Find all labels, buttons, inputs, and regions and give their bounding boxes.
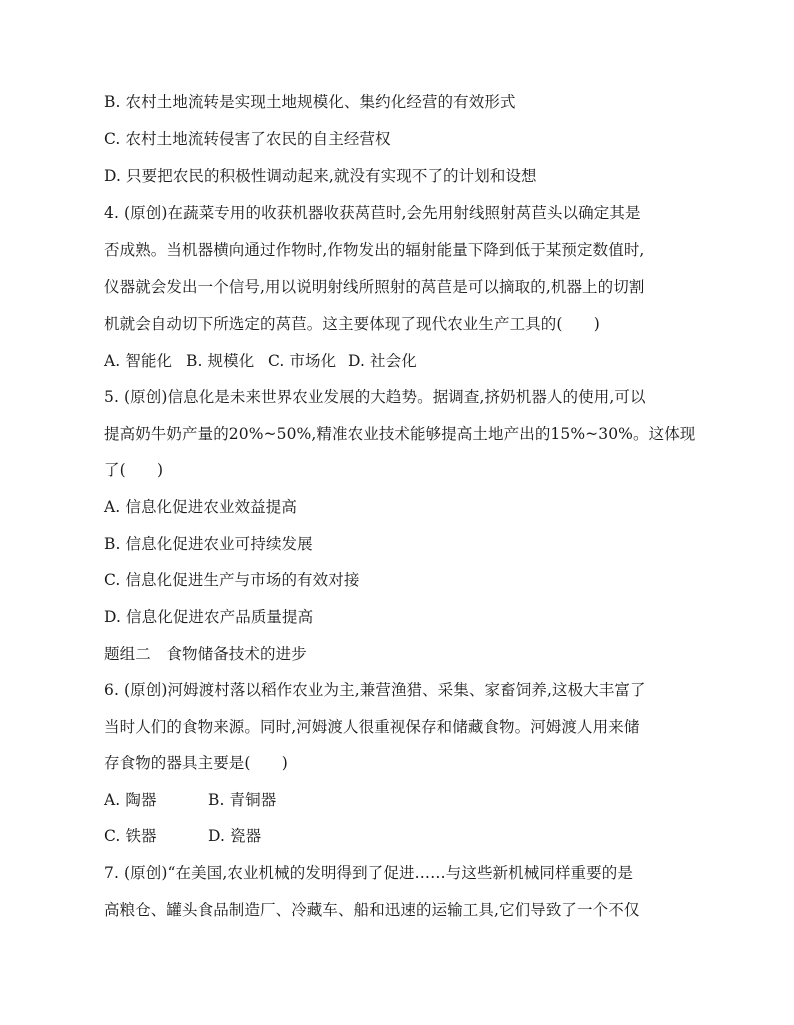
q6-option-d: D. 瓷器 [208, 827, 262, 845]
q6-options-row-1 [104, 790, 704, 810]
q5-stem-line-1: 5. (原创)信息化是未来世界农业发展的大趋势。据调查,挤奶机器人的使用,可以 [104, 388, 646, 406]
q4-option-a: A. 智能化 [104, 352, 173, 370]
q4-stem-line-4: 机就会自动切下所选定的莴苣。这主要体现了现代农业生产工具的( ) [104, 315, 600, 333]
q4-options [104, 351, 704, 371]
q5-stem-line-2: 提高奶牛奶产量的20%~50%,精准农业技术能够提高土地产出的15%~30%。这体现 [104, 425, 696, 443]
q6-stem-line-3: 存食物的器具主要是( ) [104, 754, 288, 772]
q6-stem-line-1: 6. (原创)河姆渡村落以稻作农业为主,兼营渔猎、采集、家畜饲养,这极大丰富了 [104, 681, 646, 699]
q5-option-d: D. 信息化促进农产品质量提高 [104, 608, 314, 626]
q6-option-a: A. 陶器 [104, 791, 157, 809]
q5-option-b: B. 信息化促进农业可持续发展 [104, 535, 313, 553]
q4-option-d: D. 社会化 [348, 352, 417, 370]
section-heading: 题组二 食物储备技术的进步 [104, 645, 307, 663]
q4-stem-line-1: 4. (原创)在蔬菜专用的收获机器收获莴苣时,会先用射线照射莴苣头以确定其是 [104, 204, 641, 222]
q4-stem-line-3: 仪器就会发出一个信号,用以说明射线所照射的莴苣是可以摘取的,机器上的切割 [104, 278, 645, 296]
q5-option-c: C. 信息化促进生产与市场的有效对接 [104, 571, 360, 589]
q4-stem-line-2: 否成熟。当机器横向通过作物时,作物发出的辐射能量下降到低于某预定数值时, [104, 241, 645, 259]
q3-option-d: D. 只要把农民的积极性调动起来,就没有实现不了的计划和设想 [104, 167, 537, 185]
q5-option-a: A. 信息化促进农业效益提高 [104, 498, 297, 516]
q7-stem-line-1: 7. (原创)“在美国,农业机械的发明得到了促进……与这些新机械同样重要的是 [104, 864, 633, 882]
q6-options-row-2 [104, 826, 704, 846]
q6-option-c: C. 铁器 [104, 827, 157, 845]
q7-stem-line-2: 高粮仓、罐头食品制造厂、冷藏车、船和迅速的运输工具,它们导致了一个不仅 [104, 901, 640, 919]
q4-option-c: C. 市场化 [268, 352, 337, 370]
q3-option-b: B. 农村土地流转是实现土地规模化、集约化经营的有效形式 [104, 93, 516, 111]
q6-stem-line-2: 当时人们的食物来源。同时,河姆渡人很重视保存和储藏食物。河姆渡人用来储 [104, 718, 640, 736]
q5-stem-line-3: 了( ) [104, 461, 164, 479]
q4-option-b: B. 规模化 [186, 352, 255, 370]
q6-option-b: B. 青铜器 [208, 791, 277, 809]
q3-option-c: C. 农村土地流转侵害了农民的自主经营权 [104, 130, 391, 148]
